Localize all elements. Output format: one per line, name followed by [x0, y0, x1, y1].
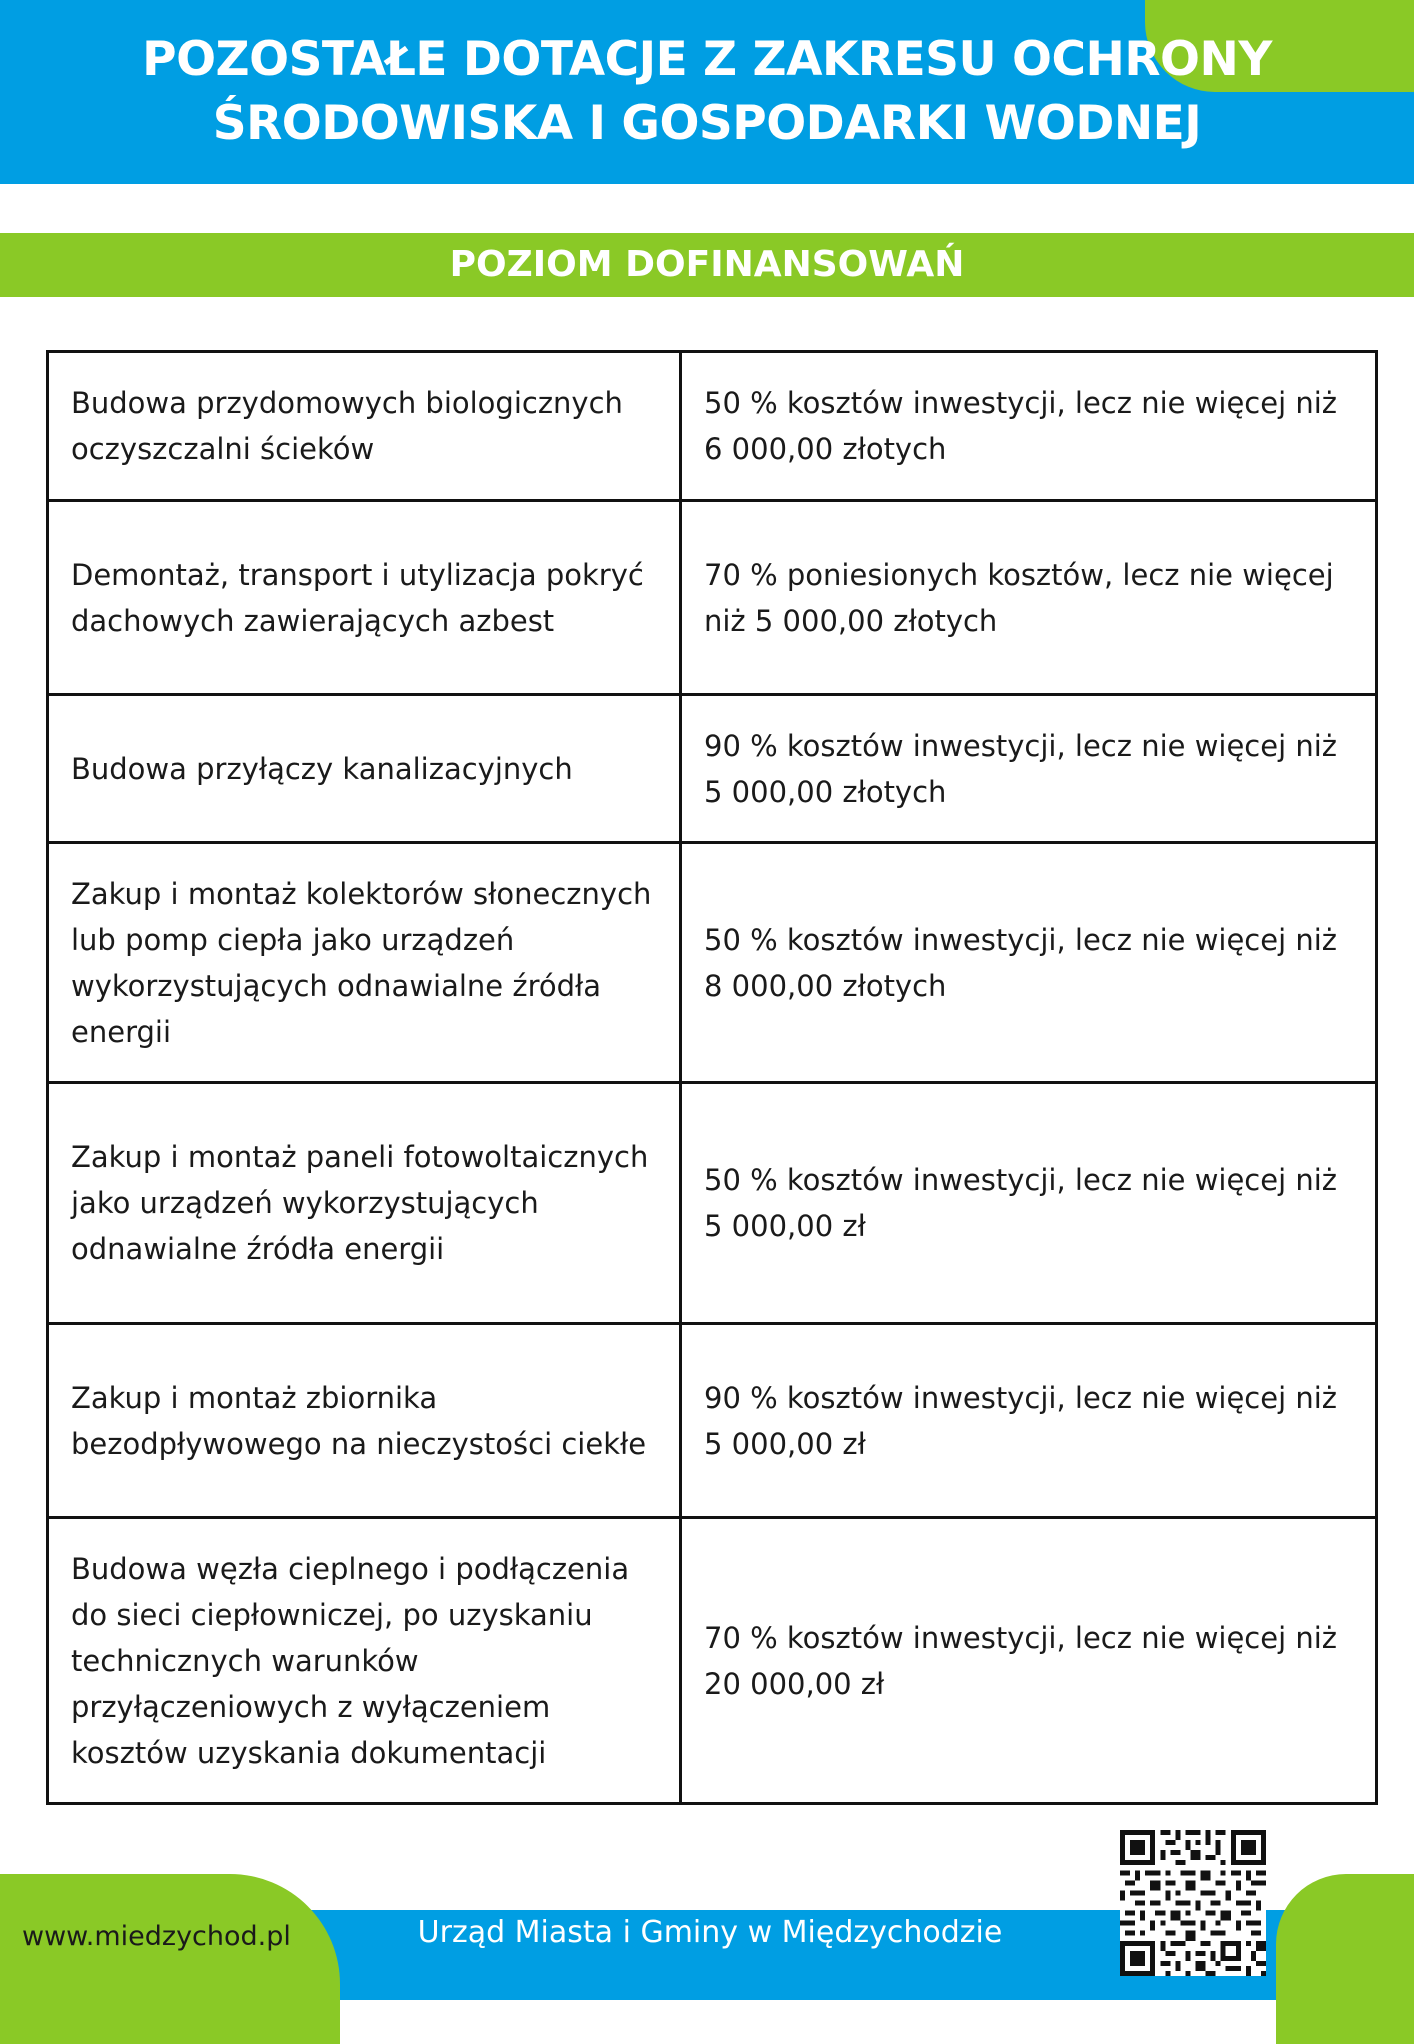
table-cell-funding: 90 % kosztów inwestycji, lecz nie więcej niż 5 000,00 złotych	[681, 695, 1377, 843]
table-cell-item: Zakup i montaż zbiornika bezodpływowego na nieczystości ciekłe	[48, 1324, 681, 1518]
website-link[interactable]: www.miedzychod.pl	[22, 1921, 291, 1952]
table-row	[48, 695, 1377, 843]
table-cell-item: Demontaż, transport i utylizacja pokryć dachowych zawierających azbest	[48, 501, 681, 695]
table-cell-funding: 90 % kosztów inwestycji, lecz nie więcej niż 5 000,00 zł	[681, 1324, 1377, 1518]
footer-green-right-accent	[1276, 1874, 1414, 2044]
page-title-line2: ŚRODOWISKA I GOSPODARKI WODNEJ	[212, 96, 1202, 151]
table-cell-item: Budowa przyłączy kanalizacyjnych	[48, 695, 681, 843]
table-cell-funding: 70 % poniesionych kosztów, lecz nie więcej niż 5 000,00 złotych	[681, 501, 1377, 695]
office-name: Urząd Miasta i Gminy w Międzychodzie	[417, 1915, 1003, 1950]
section-subtitle: POZIOM DOFINANSOWAŃ	[0, 233, 1414, 297]
table-cell-item: Zakup i montaż kolektorów słonecznych lub pomp ciepła jako urządzeń wykorzystujących odnawialne źródła energii	[48, 843, 681, 1083]
page-title-line1: POZOSTAŁE DOTACJE Z ZAKRESU OCHRONY	[142, 32, 1272, 87]
table-cell-item: Budowa węzła cieplnego i podłączenia do sieci ciepłowniczej, po uzyskaniu technicznych warunków przyłączeniowych z wyłączeniem kosztów uzyskania dokumentacji	[48, 1518, 681, 1804]
page-title	[60, 28, 1354, 156]
qr-code-icon	[1120, 1830, 1266, 1976]
table-row	[48, 352, 1377, 501]
table-cell-item: Budowa przydomowych biologicznych oczyszczalni ścieków	[48, 352, 681, 501]
header-banner	[0, 0, 1414, 184]
table-cell-funding: 50 % kosztów inwestycji, lecz nie więcej niż 8 000,00 złotych	[681, 843, 1377, 1083]
table-cell-funding: 70 % kosztów inwestycji, lecz nie więcej niż 20 000,00 zł	[681, 1518, 1377, 1804]
table-cell-item: Zakup i montaż paneli fotowoltaicznych jako urządzeń wykorzystujących odnawialne źródła energii	[48, 1083, 681, 1324]
table-row	[48, 501, 1377, 695]
table-row	[48, 1324, 1377, 1518]
table-row	[48, 1083, 1377, 1324]
table-row	[48, 1518, 1377, 1804]
table-cell-funding: 50 % kosztów inwestycji, lecz nie więcej niż 6 000,00 złotych	[681, 352, 1377, 501]
table-row	[48, 843, 1377, 1083]
table-cell-funding: 50 % kosztów inwestycji, lecz nie więcej niż 5 000,00 zł	[681, 1083, 1377, 1324]
funding-table	[46, 350, 1378, 1805]
